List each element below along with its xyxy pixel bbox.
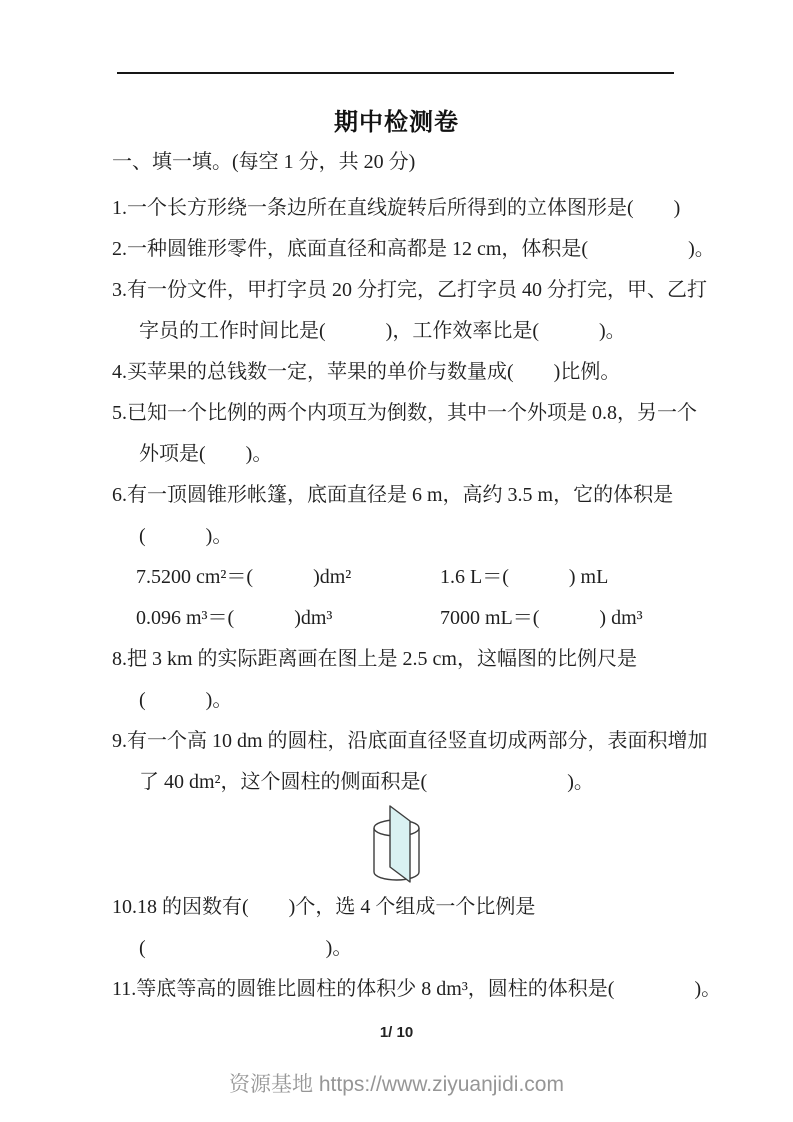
question-10-line-2: ( )。 [139, 937, 353, 959]
question-7-conversion-d: 7000 mL＝( ) dm³ [440, 607, 643, 629]
question-8-line-2: ( )。 [139, 689, 233, 711]
cylinder-cut-icon [365, 800, 429, 884]
header-rule [117, 72, 674, 74]
question-7-row-2 [112, 595, 702, 636]
question-5-line-1: 5.已知一个比例的两个内项互为倒数，其中一个外项是 0.8，另一个 [112, 402, 697, 424]
section-heading: 一、填一填。(每空 1 分，共 20 分) [112, 151, 416, 173]
question-2: 2.一种圆锥形零件，底面直径和高都是 12 cm，体积是( )。 [112, 238, 715, 260]
question-list [112, 139, 722, 1007]
page-title: 期中检测卷 [334, 109, 459, 136]
question-11: 11.等底等高的圆锥比圆柱的体积少 8 dm³，圆柱的体积是( )。 [112, 978, 722, 1000]
question-7-conversion-b: 1.6 L＝( ) mL [440, 566, 609, 588]
question-8-line-1: 8.把 3 km 的实际距离画在图上是 2.5 cm，这幅图的比例尺是 [112, 648, 637, 670]
question-3-line-2: 字员的工作时间比是( )，工作效率比是( )。 [139, 320, 626, 342]
question-6-line-2: ( )。 [139, 525, 233, 547]
question-5-line-2: 外项是( )。 [139, 443, 273, 465]
page-number: 1/ 10 [379, 1024, 414, 1041]
question-10-line-1: 10.18 的因数有( )个，选 4 个组成一个比例是 [112, 896, 536, 918]
question-4: 4.买苹果的总钱数一定，苹果的单价与数量成( )比例。 [112, 361, 621, 383]
figure-cylinder-cut [112, 800, 702, 884]
question-9-line-2: 了 40 dm²，这个圆柱的侧面积是( )。 [139, 771, 594, 793]
question-9-line-1: 9.有一个高 10 dm 的圆柱，沿底面直径竖直切成两部分，表面积增加 [112, 730, 708, 752]
question-1: 1.一个长方形绕一条边所在直线旋转后所得到的立体图形是( ) [112, 197, 681, 219]
question-6-line-1: 6.有一顶圆锥形帐篷，底面直径是 6 m，高约 3.5 m，它的体积是 [112, 484, 674, 506]
question-3-line-1: 3.有一份文件，甲打字员 20 分打完，乙打字员 40 分打完，甲、乙打 [112, 279, 707, 301]
question-7-conversion-a: 7.5200 cm²＝( )dm² [136, 566, 352, 588]
question-7-row-1 [112, 554, 702, 595]
question-7-conversion-c: 0.096 m³＝( )dm³ [136, 607, 333, 629]
footer-watermark: 资源基地 https://www.ziyuanjidi.com [229, 1073, 564, 1096]
